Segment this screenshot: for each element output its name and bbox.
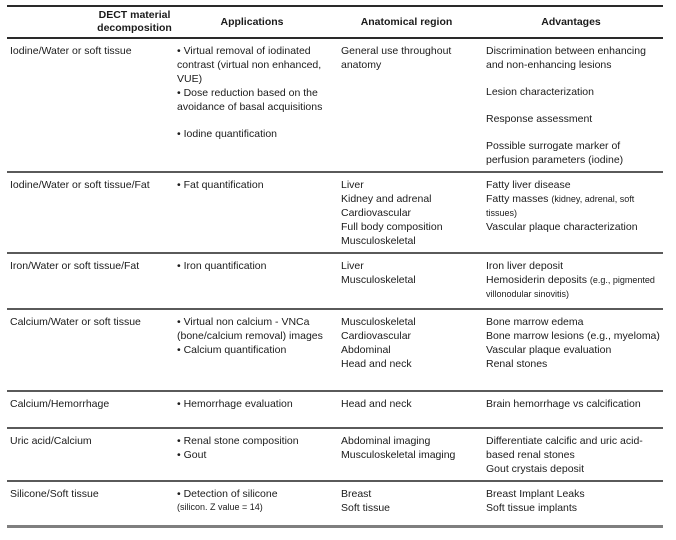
region-item: Liver — [341, 260, 364, 272]
column-header-applications: Applications — [220, 15, 284, 28]
application-item: • Virtual non calcium - VNCa (bone/calcium removal) images — [177, 316, 323, 342]
table-row-calcium-hemorrhage — [7, 391, 663, 428]
advantage-item-fine-print: (e.g., pigmented villonodular sinovitis) — [486, 275, 655, 299]
advantage-item: Response assessment — [486, 113, 593, 125]
anatomical-region-cell — [334, 38, 479, 172]
region-item: Cardiovascular — [341, 207, 412, 219]
anatomical-region-cell — [334, 428, 479, 481]
application-item-fine-print: (silicon. Z value = 14) — [177, 502, 263, 512]
advantages-cell — [479, 38, 663, 172]
anatomical-region-cell — [334, 309, 479, 391]
column-header-advantages: Advantages — [541, 15, 601, 28]
applications-cell — [170, 428, 334, 481]
advantage-item: Discrimination between enhancing and non-enhancing lesions — [486, 45, 646, 71]
advantage-item: Lesion characterization — [486, 86, 594, 98]
table-row-calcium-water-soft-tissue — [7, 309, 663, 391]
applications-cell — [170, 481, 334, 526]
advantage-item: Bone marrow edema — [486, 316, 584, 328]
advantage-item: Brain hemorrhage vs calcification — [486, 398, 641, 410]
region-item: Soft tissue — [341, 502, 391, 514]
advantage-item-fine-print: (kidney, adrenal, soft tissues) — [486, 194, 635, 218]
application-item: • Virtual removal of iodinated contrast (virtual non enhanced, VUE) — [177, 45, 322, 85]
table-row-silicone-soft-tissue — [7, 481, 663, 526]
region-item: General use throughout anatomy — [341, 45, 452, 71]
advantages-cell — [479, 481, 663, 526]
advantage-item: Vascular plaque evaluation — [486, 344, 612, 356]
anatomical-region-cell — [334, 253, 479, 309]
advantage-item: Differentiate calcific and uric acid-based renal stones — [486, 435, 643, 461]
application-item: • Fat quantification — [177, 179, 264, 191]
advantage-item: Vascular plaque characterization — [486, 221, 638, 233]
advantage-item: Fatty liver disease — [486, 179, 571, 191]
application-item: • Calcium quantification — [177, 344, 287, 356]
region-item: Musculoskeletal imaging — [341, 449, 456, 461]
advantage-item: Hemosiderin deposits (e.g., pigmented villonodular sinovitis) — [486, 274, 655, 299]
advantages-cell — [479, 172, 663, 253]
application-item: • Gout — [177, 449, 207, 461]
region-item: Abdominal imaging — [341, 435, 431, 447]
material-cell: Uric acid/Calcium — [10, 435, 92, 447]
region-item: Head and neck — [341, 398, 412, 410]
material-cell: Calcium/Water or soft tissue — [10, 316, 141, 328]
region-item: Musculoskeletal — [341, 316, 416, 328]
column-header-anatomical-region: Anatomical region — [360, 15, 453, 28]
region-item: Musculoskeletal — [341, 235, 416, 247]
region-item: Liver — [341, 179, 364, 191]
application-item: • Dose reduction based on the avoidance of basal acquisitions — [177, 87, 323, 113]
application-item: • Detection of silicone (silicon. Z value = 14) — [177, 487, 329, 513]
advantages-cell — [479, 428, 663, 481]
applications-cell — [170, 172, 334, 253]
advantage-item: Iron liver deposit — [486, 260, 564, 272]
table-row-iron-water-soft-tissue-fat — [7, 253, 663, 309]
material-cell: Iodine/Water or soft tissue/Fat — [10, 179, 150, 191]
applications-cell — [170, 391, 334, 428]
advantage-item: Renal stones — [486, 358, 548, 370]
region-item: Head and neck — [341, 358, 412, 370]
anatomical-region-cell — [334, 172, 479, 253]
application-item: • Iodine quantification — [177, 128, 277, 140]
table-row-iodine-water-soft-tissue — [7, 38, 663, 172]
region-item: Kidney and adrenal — [341, 193, 432, 205]
advantages-cell — [479, 391, 663, 428]
advantages-cell — [479, 309, 663, 391]
table-header-row — [7, 6, 663, 38]
application-item: • Renal stone composition — [177, 435, 299, 447]
applications-cell — [170, 309, 334, 391]
material-cell: Calcium/Hemorrhage — [10, 398, 110, 410]
advantage-item: Breast Implant Leaks — [486, 488, 585, 500]
region-item: Breast — [341, 488, 372, 500]
applications-cell — [170, 38, 334, 172]
advantage-item: Bone marrow lesions (e.g., myeloma) — [486, 330, 660, 342]
application-item: • Iron quantification — [177, 260, 267, 272]
region-item: Cardiovascular — [341, 330, 412, 342]
region-item: Abdominal — [341, 344, 391, 356]
region-item: Musculoskeletal — [341, 274, 416, 286]
anatomical-region-cell — [334, 391, 479, 428]
advantages-cell — [479, 253, 663, 309]
material-cell: Iodine/Water or soft tissue — [10, 45, 132, 57]
advantage-item: Gout crystais deposit — [486, 463, 585, 475]
application-item: • Hemorrhage evaluation — [177, 398, 293, 410]
applications-cell — [170, 253, 334, 309]
advantage-item: Fatty masses (kidney, adrenal, soft tissues) — [486, 193, 635, 218]
column-header-material: DECT material decomposition — [97, 9, 172, 34]
material-cell: Iron/Water or soft tissue/Fat — [10, 260, 140, 272]
dect-material-decomposition-table — [7, 5, 663, 528]
anatomical-region-cell — [334, 481, 479, 526]
table-row-iodine-water-soft-tissue-fat — [7, 172, 663, 253]
material-cell: Silicone/Soft tissue — [10, 488, 99, 500]
region-item: Full body composition — [341, 221, 443, 233]
advantage-item: Soft tissue implants — [486, 502, 578, 514]
table-row-uric-acid-calcium — [7, 428, 663, 481]
advantage-item: Possible surrogate marker of perfusion parameters (iodine) — [486, 140, 624, 166]
